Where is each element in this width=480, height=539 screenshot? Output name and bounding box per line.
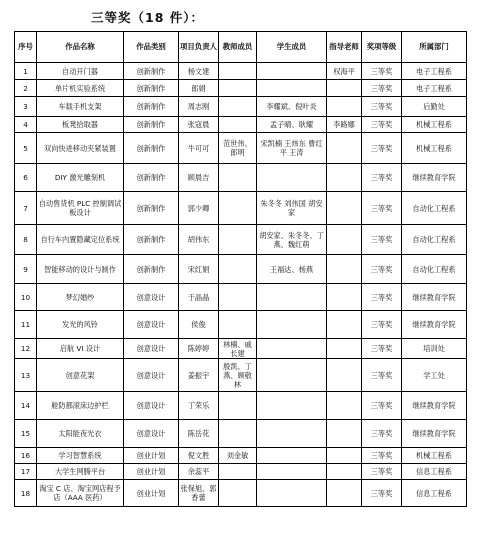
cell-advisor (327, 192, 362, 225)
cell-teachers (219, 63, 257, 80)
cell-advisor (327, 359, 362, 392)
table-row (15, 164, 467, 192)
cell-students: 胡安家、朱冬冬、丁燕、魏红萌 (257, 225, 327, 255)
table-row (15, 311, 467, 339)
cell-name: DIY 激光雕刻机 (37, 164, 124, 192)
cell-award: 三等奖 (362, 339, 402, 359)
cell-no: 6 (15, 164, 37, 192)
cell-category: 创新制作 (124, 192, 179, 225)
cell-no: 5 (15, 133, 37, 164)
col-header-advisor: 指导老师 (327, 32, 362, 63)
cell-dept: 电子工程系 (402, 80, 467, 97)
cell-no: 18 (15, 480, 37, 507)
cell-name: 双向快进移动夹紧装置 (37, 133, 124, 164)
cell-advisor (327, 255, 362, 284)
cell-award: 三等奖 (362, 164, 402, 192)
cell-leader: 张保旭、郭香蕾 (179, 480, 219, 507)
cell-award: 三等奖 (362, 464, 402, 480)
cell-advisor (327, 133, 362, 164)
table-row (15, 339, 467, 359)
cell-name: 板凳拾取器 (37, 117, 124, 133)
cell-students: 孟子晴、耿耀 (257, 117, 327, 133)
table-row (15, 392, 467, 420)
cell-name: 梦幻婚纱 (37, 284, 124, 311)
cell-dept: 学工处 (402, 359, 467, 392)
table-row (15, 225, 467, 255)
cell-leader: 姜振宇 (179, 359, 219, 392)
table-row (15, 80, 467, 97)
cell-dept: 电子工程系 (402, 63, 467, 80)
cell-no: 2 (15, 80, 37, 97)
cell-leader: 胡伟东 (179, 225, 219, 255)
cell-leader: 杨文建 (179, 63, 219, 80)
cell-teachers (219, 284, 257, 311)
cell-name: 淘宝 C 店、淘宝网店程予店（AAA 医药） (37, 480, 124, 507)
cell-no: 12 (15, 339, 37, 359)
cell-award: 三等奖 (362, 284, 402, 311)
cell-teachers: 刘金敏 (219, 448, 257, 464)
cell-category: 创意设计 (124, 284, 179, 311)
cell-category: 创意设计 (124, 392, 179, 420)
cell-no: 17 (15, 464, 37, 480)
cell-students: 宋凯楠 王炜东 曹红平 王涛 (257, 133, 327, 164)
cell-name: 自动售货机 PLC 控制调试板设计 (37, 192, 124, 225)
cell-dept: 继续教育学院 (402, 420, 467, 448)
cell-category: 创新制作 (124, 255, 179, 284)
cell-advisor (327, 420, 362, 448)
table-row (15, 480, 467, 507)
cell-students (257, 63, 327, 80)
cell-category: 创新制作 (124, 164, 179, 192)
table-row (15, 63, 467, 80)
cell-teachers (219, 164, 257, 192)
cell-award: 三等奖 (362, 117, 402, 133)
cell-advisor (327, 464, 362, 480)
cell-dept: 继续教育学院 (402, 311, 467, 339)
cell-dept: 机械工程系 (402, 448, 467, 464)
cell-award: 三等奖 (362, 359, 402, 392)
cell-award: 三等奖 (362, 63, 402, 80)
cell-no: 8 (15, 225, 37, 255)
cell-no: 4 (15, 117, 37, 133)
cell-dept: 机械工程系 (402, 133, 467, 164)
cell-leader: 宋红娟 (179, 255, 219, 284)
cell-teachers (219, 392, 257, 420)
cell-award: 三等奖 (362, 392, 402, 420)
cell-leader: 丁荣乐 (179, 392, 219, 420)
col-header-dept: 所属部门 (402, 32, 467, 63)
cell-students (257, 392, 327, 420)
cell-teachers (219, 420, 257, 448)
table-row (15, 97, 467, 117)
table-row (15, 117, 467, 133)
cell-award: 三等奖 (362, 420, 402, 448)
cell-advisor: 权海平 (327, 63, 362, 80)
cell-leader: 郭少卿 (179, 192, 219, 225)
cell-name: 大学生网腾平台 (37, 464, 124, 480)
cell-no: 3 (15, 97, 37, 117)
table-row (15, 192, 467, 225)
cell-dept: 信息工程系 (402, 480, 467, 507)
cell-students: 王福达、杨燕 (257, 255, 327, 284)
cell-category: 创新制作 (124, 133, 179, 164)
cell-award: 三等奖 (362, 311, 402, 339)
cell-category: 创新制作 (124, 80, 179, 97)
cell-students: 李耀斌、倪叶炎 (257, 97, 327, 117)
cell-category: 创意设计 (124, 420, 179, 448)
cell-teachers (219, 192, 257, 225)
cell-dept: 机械工程系 (402, 117, 467, 133)
table-row (15, 464, 467, 480)
cell-advisor (327, 225, 362, 255)
cell-teachers (219, 255, 257, 284)
cell-name: 自行车内置隐藏定位系统 (37, 225, 124, 255)
cell-advisor (327, 97, 362, 117)
cell-award: 三等奖 (362, 225, 402, 255)
cell-category: 创业计划 (124, 464, 179, 480)
cell-award: 三等奖 (362, 255, 402, 284)
cell-leader: 侯俊 (179, 311, 219, 339)
cell-students (257, 464, 327, 480)
cell-advisor (327, 339, 362, 359)
cell-no: 13 (15, 359, 37, 392)
cell-category: 创新制作 (124, 117, 179, 133)
cell-category: 创意设计 (124, 311, 179, 339)
col-header-name: 作品名称 (37, 32, 124, 63)
table-body (15, 63, 467, 507)
cell-category: 创业计划 (124, 448, 179, 464)
cell-category: 创新制作 (124, 63, 179, 80)
cell-students (257, 80, 327, 97)
cell-name: 智能移动的设计与制作 (37, 255, 124, 284)
cell-leader: 陈婷婷 (179, 339, 219, 359)
cell-name: 自动开门器 (37, 63, 124, 80)
cell-name: 发光的风铃 (37, 311, 124, 339)
cell-leader: 倪文胜 (179, 448, 219, 464)
cell-no: 10 (15, 284, 37, 311)
cell-advisor (327, 311, 362, 339)
cell-students (257, 311, 327, 339)
cell-no: 14 (15, 392, 37, 420)
cell-teachers (219, 480, 257, 507)
cell-teachers (219, 464, 257, 480)
table-row (15, 133, 467, 164)
cell-name: 太阳能夜光衣 (37, 420, 124, 448)
cell-teachers: 范世伟、郎明 (219, 133, 257, 164)
cell-name: 单片机实验系统 (37, 80, 124, 97)
cell-dept: 培训处 (402, 339, 467, 359)
cell-leader: 郎娟 (179, 80, 219, 97)
cell-students (257, 284, 327, 311)
awards-table (14, 31, 467, 507)
cell-no: 15 (15, 420, 37, 448)
cell-advisor (327, 392, 362, 420)
cell-students: 朱冬冬 刘伟国 胡安家 (257, 192, 327, 225)
cell-teachers (219, 311, 257, 339)
cell-advisor (327, 448, 362, 464)
cell-name: 启航 VI 设计 (37, 339, 124, 359)
table-row (15, 284, 467, 311)
cell-students (257, 448, 327, 464)
cell-leader: 于晶晶 (179, 284, 219, 311)
col-header-no: 序号 (15, 32, 37, 63)
cell-name: 车载手机支架 (37, 97, 124, 117)
cell-no: 9 (15, 255, 37, 284)
cell-teachers (219, 117, 257, 133)
cell-students (257, 339, 327, 359)
cell-advisor (327, 480, 362, 507)
cell-name: 创意花架 (37, 359, 124, 392)
cell-leader: 牛可可 (179, 133, 219, 164)
cell-dept: 后勤处 (402, 97, 467, 117)
cell-award: 三等奖 (362, 133, 402, 164)
cell-award: 三等奖 (362, 480, 402, 507)
header-row (15, 32, 467, 63)
cell-dept: 继续教育学院 (402, 284, 467, 311)
cell-advisor (327, 80, 362, 97)
cell-category: 创新制作 (124, 97, 179, 117)
table-row (15, 255, 467, 284)
cell-leader: 张寇晨 (179, 117, 219, 133)
cell-teachers: 林楠、戚长建 (219, 339, 257, 359)
cell-dept: 自动化工程系 (402, 255, 467, 284)
cell-award: 三等奖 (362, 80, 402, 97)
cell-leader: 顾晨吉 (179, 164, 219, 192)
cell-advisor (327, 164, 362, 192)
cell-name: 舱防都滚床边护栏 (37, 392, 124, 420)
cell-teachers (219, 97, 257, 117)
cell-students (257, 359, 327, 392)
cell-students (257, 480, 327, 507)
cell-category: 创意设计 (124, 359, 179, 392)
table-row (15, 448, 467, 464)
cell-no: 1 (15, 63, 37, 80)
cell-category: 创业计划 (124, 480, 179, 507)
cell-award: 三等奖 (362, 448, 402, 464)
col-header-leader: 项目负责人 (179, 32, 219, 63)
cell-dept: 自动化工程系 (402, 192, 467, 225)
cell-students (257, 164, 327, 192)
col-header-category: 作品类别 (124, 32, 179, 63)
cell-advisor (327, 284, 362, 311)
cell-award: 三等奖 (362, 192, 402, 225)
col-header-award: 奖项等级 (362, 32, 402, 63)
cell-no: 7 (15, 192, 37, 225)
cell-dept: 继续教育学院 (402, 164, 467, 192)
cell-advisor: 李路娜 (327, 117, 362, 133)
table-row (15, 420, 467, 448)
cell-dept: 继续教育学院 (402, 392, 467, 420)
cell-category: 创新制作 (124, 225, 179, 255)
col-header-students: 学生成员 (257, 32, 327, 63)
cell-teachers (219, 80, 257, 97)
cell-leader: 余蕊平 (179, 464, 219, 480)
col-header-teachers: 教师成员 (219, 32, 257, 63)
cell-no: 16 (15, 448, 37, 464)
cell-leader: 陈岳花 (179, 420, 219, 448)
cell-dept: 信息工程系 (402, 464, 467, 480)
table-row (15, 359, 467, 392)
cell-name: 学习智慧系统 (37, 448, 124, 464)
cell-category: 创意设计 (124, 339, 179, 359)
cell-dept: 自动化工程系 (402, 225, 467, 255)
cell-students (257, 420, 327, 448)
cell-no: 11 (15, 311, 37, 339)
cell-teachers (219, 225, 257, 255)
cell-teachers: 殷凯、丁燕、顾敬林 (219, 359, 257, 392)
cell-leader: 周志刚 (179, 97, 219, 117)
cell-award: 三等奖 (362, 97, 402, 117)
section-title: 三等奖（18 件）： (91, 10, 204, 25)
